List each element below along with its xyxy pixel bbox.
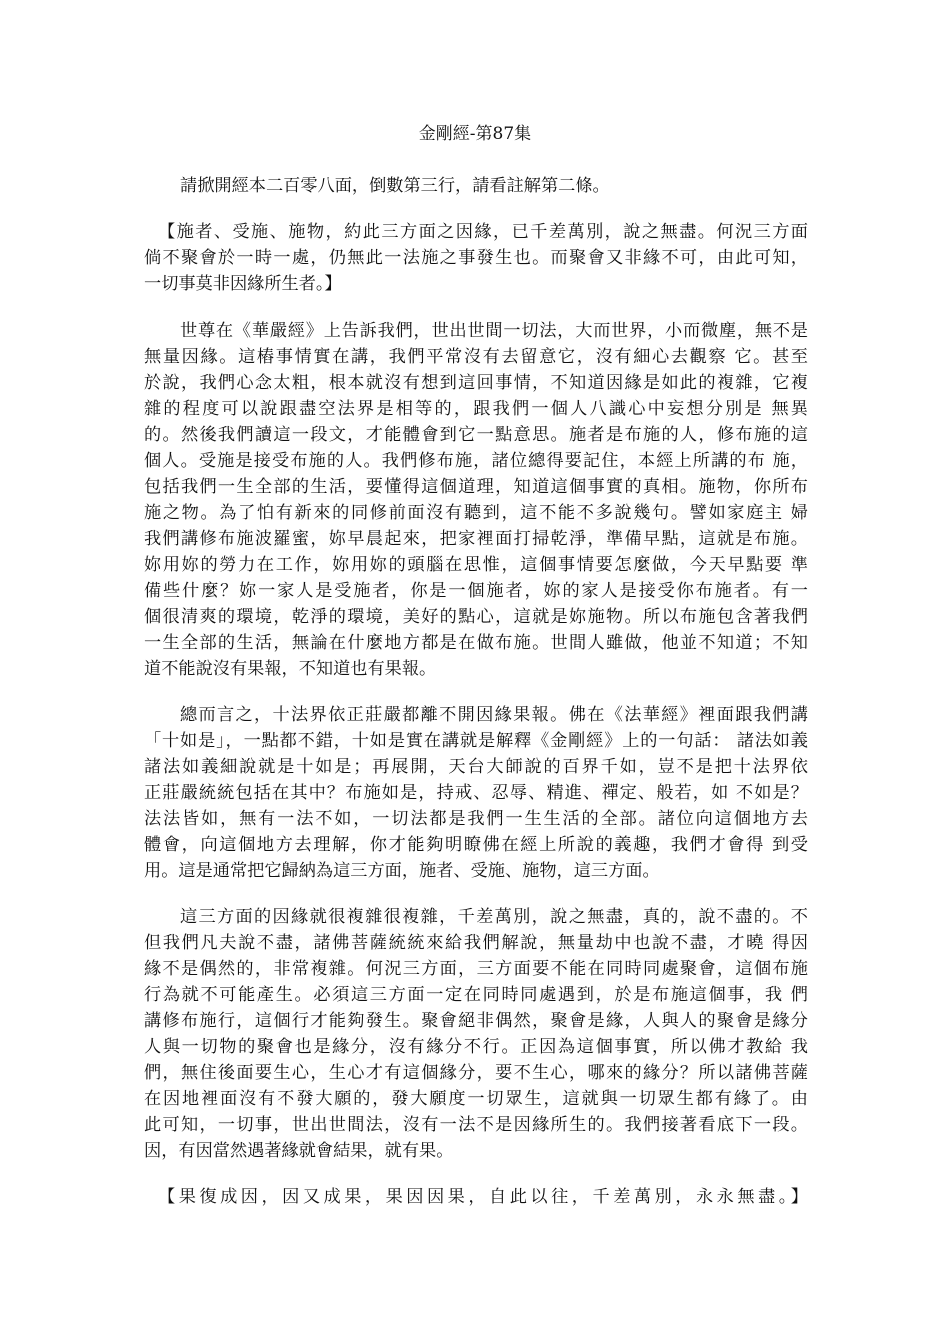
quote2-line: 【果復成因，因又成果，果因因果，自此以往，千差萬別，永永無盡。】 (158, 1187, 808, 1207)
para1-line: 包括我們一生全部的生活，要懂得這個道理，知道這個事實的真相。施物，你所布 (144, 477, 808, 497)
para1-line: 備些什麼？妳一家人是受施者，你是一個施者，妳的家人是接受你布施者。有一 (144, 581, 808, 601)
para1-line: 雜的程度可以說跟盡空法界是相等的，跟我們一個人八識心中妄想分別是 無異 (144, 399, 808, 419)
para3-line: 但我們凡夫說不盡，諸佛菩薩統統來給我們解說，無量劫中也說不盡，才曉 得因 (144, 933, 808, 953)
para2-line: 法法皆如，無有一法不如，一切法都是我們一生生活的全部。諸位向這個地方去 (144, 809, 808, 829)
para2-line: 正莊嚴統統包括在其中？布施如是，持戒、忍辱、精進、禪定、般若，如 不如是？ (144, 783, 808, 803)
para1-line: 於說，我們心念太粗，根本就沒有想到這回事情，不知道因緣是如此的複雜，它複 (144, 373, 808, 393)
para3-line: 這三方面的因緣就很複雜很複雜，千差萬別，說之無盡，真的，說不盡的。不 (180, 907, 808, 927)
intro-line: 請掀開經本二百零八面，倒數第三行，請看註解第二條。 (180, 176, 610, 196)
para2-line: 「十如是」，一點都不錯，十如是實在講就是解釋《金剛經》上的一句話： 諸法如義 (144, 731, 808, 751)
para1-line: 個人。受施是接受布施的人。我們修布施，諸位總得要記住，本經上所講的布 施， (144, 451, 808, 471)
para1-line: 施之物。為了怕有新來的同修前面沒有聽到，這不能不多說幾句。譬如家庭主 婦 (144, 503, 808, 523)
para3-line: 緣不是偶然的，非常複雜。何況三方面，三方面要不能在同時同處聚會，這個布施 (144, 959, 808, 979)
para3-line: 們，無住後面要生心，生心才有這個緣分，要不生心，哪來的緣分？所以諸佛菩薩 (144, 1063, 808, 1083)
para1-line: 的。然後我們讀這一段文，才能體會到它一點意思。施者是布施的人，修布施的這 (144, 425, 808, 445)
para3-line: 此可知，一切事，世出世間法，沒有一法不是因緣所生的。我們接著看底下一段。 (144, 1115, 808, 1135)
para3-line: 人與一切物的聚會也是緣分，沒有緣分不行。正因為這個事實，所以佛才教給 我 (144, 1037, 808, 1057)
para1-line: 個很清爽的環境，乾淨的環境，美好的點心，這就是妳施物。所以布施包含著我們 (144, 607, 808, 627)
para1-line: 道不能說沒有果報，不知道也有果報。 (144, 659, 437, 679)
para3-line: 因，有因當然遇著緣就會結果，就有果。 (144, 1141, 454, 1161)
para2-line: 諸法如義細說就是十如是；再展開，天台大師說的百界千如，豈不是把十法界依 (144, 757, 808, 777)
page-title: 金剛經-第87集 (418, 124, 532, 144)
para2-line: 用。這是通常把它歸納為這三方面，施者、受施、施物，這三方面。 (144, 861, 660, 881)
para1-line: 妳用妳的勞力在工作，妳用妳的頭腦在思惟，這個事情要怎麼做，今天早點要 準 (144, 555, 808, 575)
para1-line: 無量因緣。這樁事情實在講，我們平常沒有去留意它，沒有細心去觀察 它。甚至 (144, 347, 808, 367)
quote1-line: 【施者、受施、施物，約此三方面之因緣，已千差萬別，說之無盡。何況三方面 (158, 222, 808, 242)
para1-line: 一生全部的生活，無論在什麼地方都是在做布施。世間人雖做，他並不知道；不知 (144, 633, 808, 653)
para1-line: 我們講修布施波羅蜜，妳早晨起來，把家裡面打掃乾淨，準備早點，這就是布施。 (144, 529, 808, 549)
para3-line: 講修布施行，這個行才能夠發生。聚會絕非偶然，聚會是緣，人與人的聚會是緣分 (144, 1011, 808, 1031)
para2-line: 總而言之，十法界依正莊嚴都離不開因緣果報。佛在《法華經》裡面跟我們講 (180, 705, 808, 725)
quote1-line: 倘不聚會於一時一處，仍無此一法施之事發生也。而聚會又非緣不可，由此可知， (144, 248, 808, 268)
quote1-line: 一切事莫非因緣所生者。】 (144, 274, 342, 294)
para3-line: 在因地裡面沒有不發大願的，發大願度一切眾生，這就與一切眾生都有緣了。由 (144, 1089, 808, 1109)
para3-line: 行為就不可能產生。必須這三方面一定在同時同處遇到，於是布施這個事，我 們 (144, 985, 808, 1005)
para1-line: 世尊在《華嚴經》上告訴我們，世出世間一切法，大而世界，小而微塵，無不是 (180, 321, 808, 341)
para2-line: 體會，向這個地方去理解，你才能夠明瞭佛在經上所說的義趣，我們才會得 到受 (144, 835, 808, 855)
